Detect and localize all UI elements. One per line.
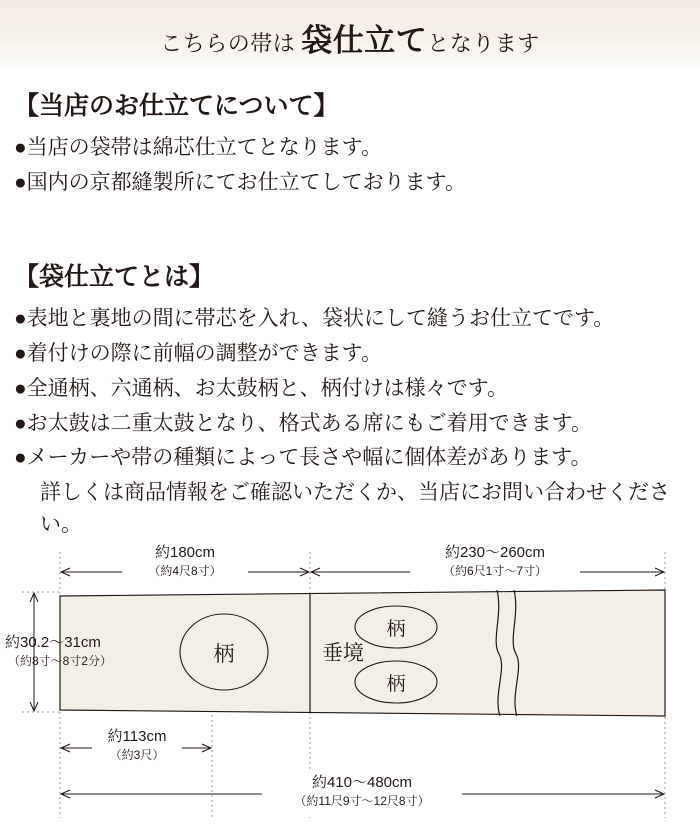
bullet-item: ●当店の袋帯は綿芯仕立てとなります。 (14, 135, 383, 159)
bullet-item: ●国内の京都縫製所にてお仕立てしております。 (14, 169, 467, 194)
obi-dimension-diagram (0, 530, 700, 840)
page-header (0, 0, 700, 74)
bottom-total-sub-label: （約11尺9寸〜12尺8寸） (294, 794, 430, 808)
bullet-item: ●着付けの際に前幅の調整ができます。 (14, 340, 383, 365)
bottom-total-main-label: 約410〜480cm (311, 774, 413, 791)
bullet-item: ●メーカーや帯の種類によって長さや幅に個体差があります。 (14, 445, 592, 470)
section-what-is-fukuro (14, 257, 686, 541)
pattern-oval-top-label: 柄 (386, 619, 406, 640)
height-dimension (30, 593, 38, 711)
bullet-item: ●全通柄、六通柄、お太鼓柄と、柄付けは様々です。 (14, 375, 509, 400)
pattern-circle-label: 柄 (213, 642, 235, 666)
bullet-item: ●表地と裏地の間に帯芯を入れ、袋状にして縫うお仕立てです。 (14, 305, 615, 330)
bottom-left-sub-label: （約3尺） (109, 748, 165, 762)
page-title (160, 15, 540, 60)
section-title: 【当店のお仕立てについて】 (14, 93, 339, 120)
bullet-continuation: 詳しくは商品情報をご確認いただくか、当店にお問い合わせください。 (40, 480, 670, 537)
bullet-item: ●お太鼓は二重太鼓となり、格式ある席にもご着用できます。 (14, 410, 593, 435)
section-title: 【袋仕立てとは】 (14, 263, 215, 291)
top-right-sub-label: （約6尺1寸〜7寸） (442, 564, 548, 578)
top-left-sub-label: （約4尺8寸） (148, 564, 222, 578)
height-sub-label: （約8寸〜8寸2分） (8, 654, 113, 668)
top-right-main-label: 約230〜260cm (444, 544, 546, 561)
height-main-label: 約30.2〜31cm (5, 634, 101, 651)
page-title-emphasis: 袋仕立て (301, 22, 428, 58)
pattern-oval-bottom-label: 柄 (386, 674, 406, 695)
content-body (14, 86, 686, 544)
top-left-main-label: 約180cm (154, 544, 216, 561)
tare-divider-label: 垂境 (322, 641, 364, 665)
page-title-prefix: こちらの帯は (160, 30, 302, 56)
bottom-left-main-label: 約113cm (107, 728, 167, 745)
page-title-suffix: となります (427, 30, 540, 56)
section-shop-tailoring (14, 86, 686, 199)
